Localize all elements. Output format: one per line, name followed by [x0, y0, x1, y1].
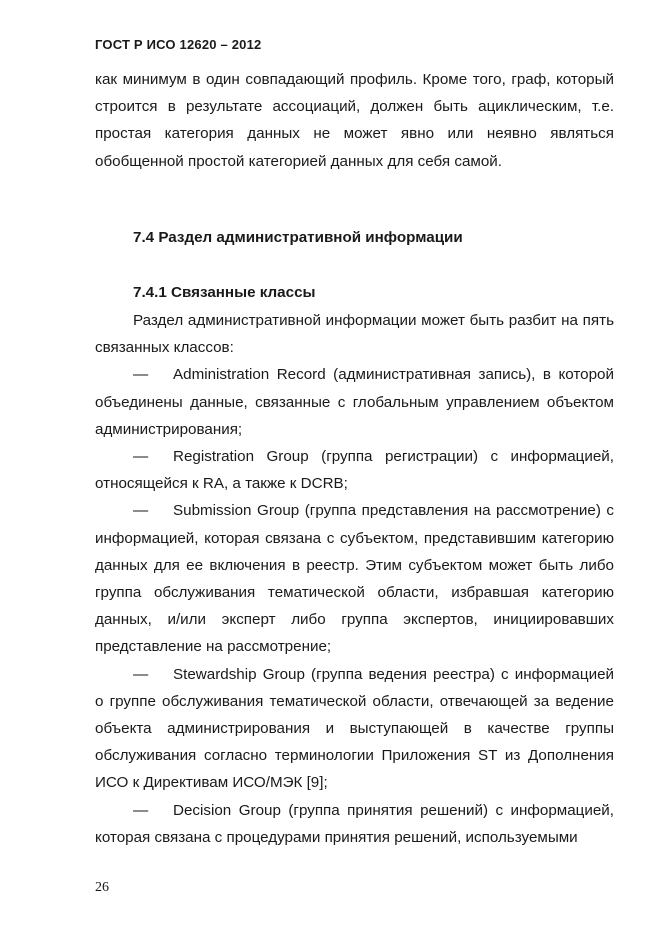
list-item [95, 661, 614, 797]
list-item [95, 361, 614, 443]
intro-paragraph: как минимум в один совпадающий профиль. Кроме того, граф, который строится в результате ассоциаций, должен быть ацикличеcким, т.е. простая категория данных не может явно или неявно являться обобщенной простой категорией данных для себя самой. [95, 71, 614, 170]
list-item [95, 797, 614, 851]
subsection-heading: 7.4.1 Связанные классы [133, 284, 316, 301]
dash-marker: — [133, 502, 149, 520]
page-number: 26 [95, 880, 109, 895]
list-item-text: Registration Group (группа регистрации) с информацией, относящейся к RA, а также к DCRB; [95, 448, 614, 493]
list-item [95, 497, 614, 660]
list-item-text: Decision Group (группа принятия решений) с информацией, которая связана с процедурами принятия решений, используемыми [95, 801, 614, 846]
dash-marker: — [133, 801, 149, 819]
lead-paragraph: Раздел административной информации может быть разбит на пять связанных классов: [95, 312, 614, 357]
dash-marker: — [133, 448, 149, 466]
section-heading: 7.4 Раздел административной информации [133, 229, 463, 246]
list-item [95, 443, 614, 497]
dash-marker: — [133, 366, 149, 384]
list-item-text: Submission Group (группа представления на рассмотрение) с информацией, которая связана с субъектом, представившим категорию данных для ее включения в реестр. Этим субъектом может быть либо группа обслуживания тематической области, избравшая категорию данных, и/или эксперт либо группа экспертов, инициировавших представление на рассмотрение; [95, 502, 614, 656]
list-item-text: Stewardship Group (группа ведения реестра) с информацией о группе обслуживания тематической области, отвечающей за ведение объекта администрирования и выступающей в качестве группы обслуживания согласно терминологии Приложения ST из Дополнения ИСО к Директивам ИСО/МЭК [9]; [95, 665, 614, 792]
dash-marker: — [133, 665, 149, 683]
section-body [95, 307, 614, 851]
list-item-text: Administration Record (административная запись), в которой объединены данные, связанные с глобальным управлением объектом администрирования; [95, 366, 614, 438]
page-header: ГОСТ Р ИСО 12620 – 2012 [95, 37, 262, 52]
